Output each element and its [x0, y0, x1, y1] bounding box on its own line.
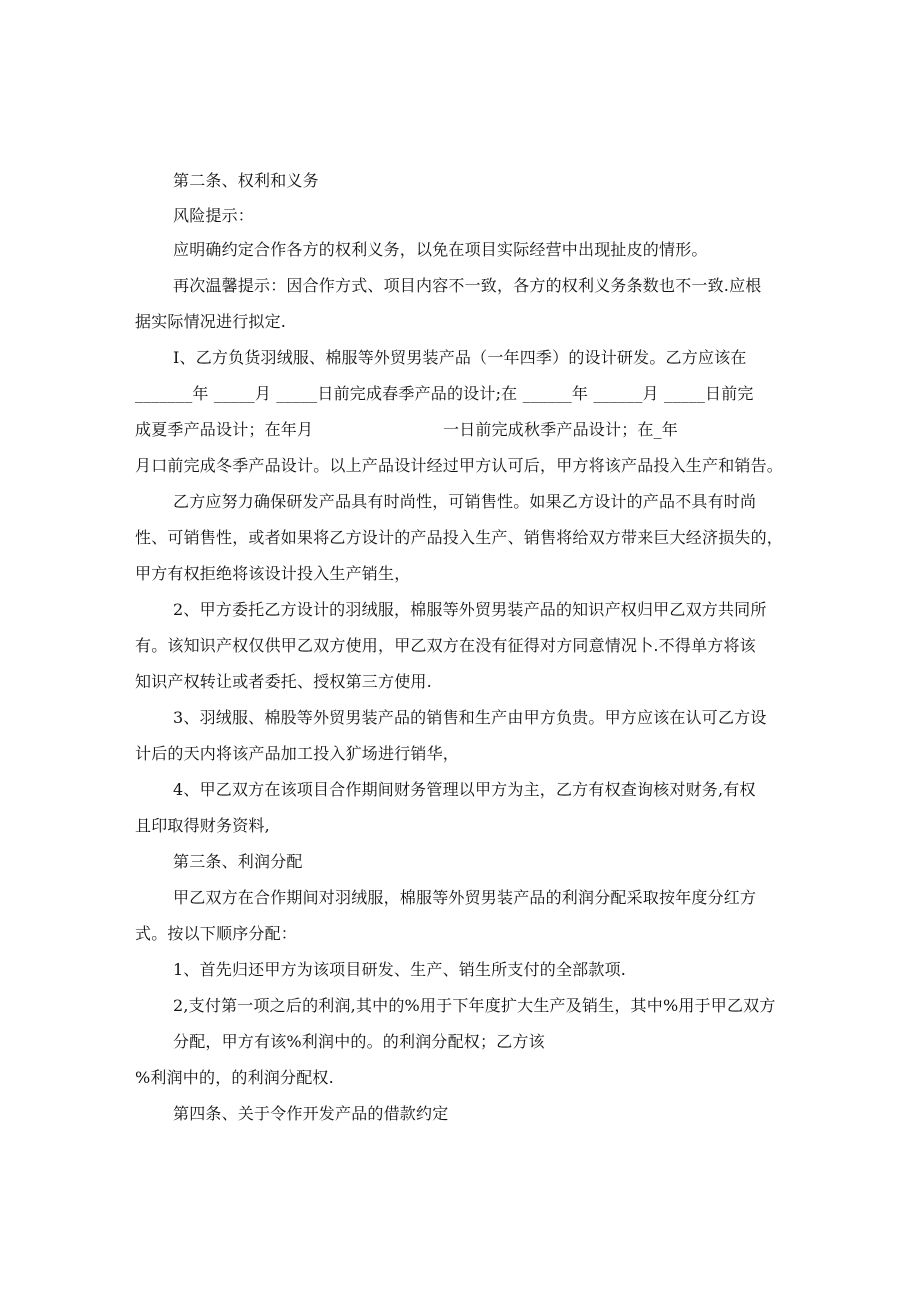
paragraph-line: 应明确约定合作各方的权利义务，以免在项目实际经营中出现扯皮的情形。 — [173, 240, 708, 259]
paragraph-line: 甲乙双方在合作期间对羽绒服，棉服等外贸男装产品的利润分配采取按年度分红方 — [173, 888, 757, 907]
paragraph-line: 乙方应努力确保研发产品具有时尚性，可销售性。如果乙方设计的产品不具有时尚 — [173, 492, 757, 511]
profit-item-2: 分配，甲方有该%利润中的。的利润分配权；乙方该 — [173, 1032, 545, 1051]
clause-4-line: 且印取得财务资料, — [135, 816, 270, 835]
paragraph-line: 据实际情况进行拟定. — [135, 312, 287, 331]
paragraph-line: 性、可销售性，或者如果将乙方设计的产品投入生产、销售将给双方带来巨大经济损失的， — [135, 528, 784, 547]
clause-1-line: I、乙方负货羽绒服、棉服等外贸男装产品（一年四季）的设计研发。乙方应该在 — [173, 348, 747, 367]
profit-item-2: %利润中的，的利润分配权. — [135, 1068, 334, 1087]
clause-1-line: 成夏季产品设计；在年月 — [135, 420, 314, 439]
section-heading-loan: 第四条、关于令作开发产品的借款约定 — [173, 1104, 449, 1123]
risk-tip-label: 风险提示： — [173, 206, 255, 225]
profit-item-2: 2,支付第一项之后的利润,其中的%用于下年度扩大生产及销生，其中%用于甲乙双方 — [173, 996, 776, 1015]
clause-1-line: _______年 _____月 _____日前完成春季产品的设计;在 ______年 ______月 _____日前完 — [135, 384, 754, 403]
paragraph-line: 再次温馨提示：因合作方式、项目内容不一致，各方的权利义务条数也不一致.应根 — [173, 276, 762, 295]
clause-2-line: 有。该知识产权仅供甲乙双方使用，甲乙双方在没有征得对方同意情况卜.不得单方将该 — [135, 636, 756, 655]
clause-2-line: 知识产权转让或者委托、授权第三方使用. — [135, 672, 432, 691]
section-heading-rights: 第二条、权利和义务 — [173, 171, 319, 190]
paragraph-line: 式。按以下顺序分配： — [135, 924, 298, 943]
clause-3-line: 计后的天内将该产品加工投入犷场进行销华， — [135, 744, 460, 763]
profit-item-1: 1、首先归还甲方为该项目研发、生产、销生所支付的全部款项. — [173, 960, 627, 979]
clause-1-line: 月口前完成冬季产品设计。以上产品设计经过甲方认可后，甲方将该产品投入生产和销告。 — [135, 456, 784, 475]
clause-2-line: 2、甲方委托乙方设计的羽绒服，棉服等外贸男装产品的知识产权归甲乙双方共同所 — [173, 600, 767, 619]
clause-1-line: 一日前完成秋季产品设计；在_年 — [443, 420, 679, 439]
section-heading-profit: 第三条、利润分配 — [173, 852, 303, 871]
clause-3-line: 3、羽绒服、棉股等外贸男装产品的销售和生产由甲方负贵。甲方应该在认可乙方设 — [173, 708, 767, 727]
paragraph-line: 甲方有权拒绝将该设计投入生产销生， — [135, 564, 411, 583]
clause-4-line: 4、甲乙双方在该项目合作期间财务管理以甲方为主，乙方有权查询核对财务,有权 — [173, 780, 756, 799]
